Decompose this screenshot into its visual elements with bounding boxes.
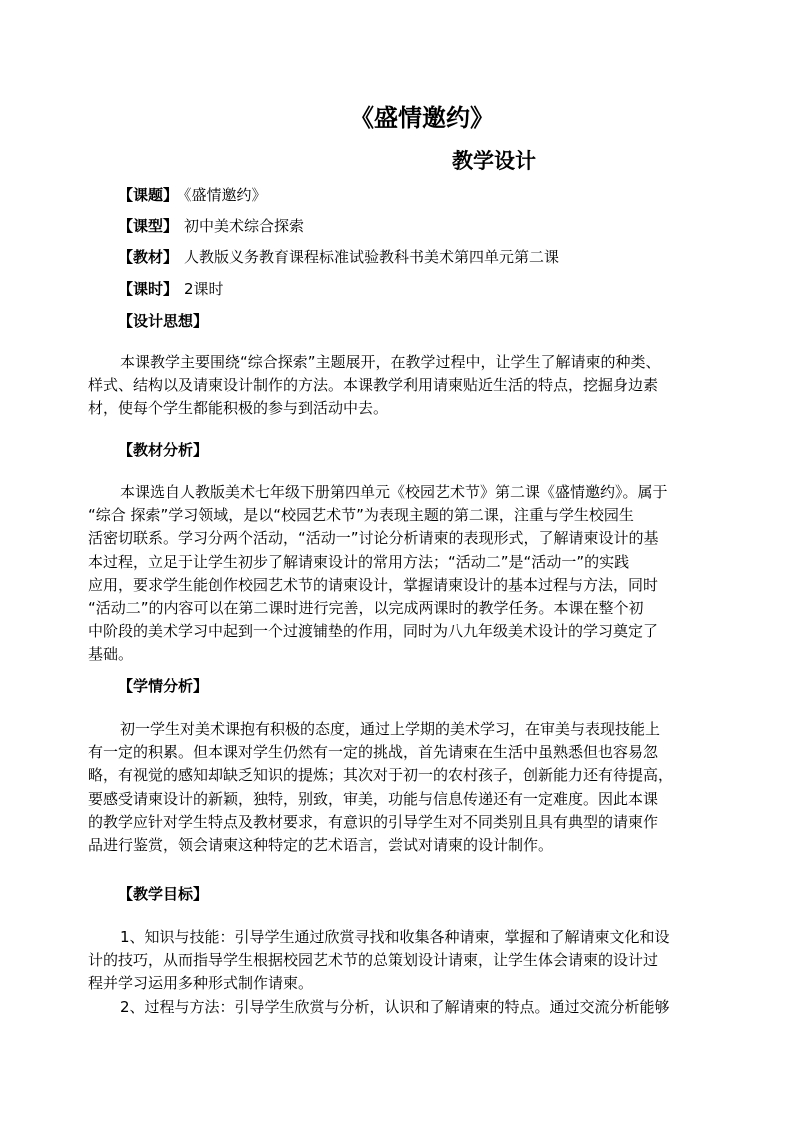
document-subtitle: 教学设计: [452, 148, 536, 173]
meta-lesson-type-label: 【课型】: [118, 217, 179, 235]
paragraph-line: 略，有视觉的感知却缺乏知识的提炼；其次对于初一的农村孩子，创新能力还有待提高，: [88, 766, 674, 785]
meta-periods-value: 2课时: [184, 280, 224, 298]
document-title: 《盛情邀约》: [350, 103, 494, 132]
paragraph-line: 程并学习运用多种形式制作请柬。: [88, 974, 314, 993]
meta-textbook-label: 【教材】: [118, 248, 179, 266]
heading-design-thinking: 【设计思想】: [118, 312, 209, 330]
paragraph-line: 本课选自人教版美术七年级下册第四单元《校园艺术节》第二课《盛情邀约》。属于: [120, 483, 668, 501]
paragraph-line: 2、过程与方法：引导学生欣赏与分析，认识和了解请柬的特点。通过交流分析能够: [120, 997, 670, 1016]
paragraph-line: 本课教学主要围绕“综合探索”主题展开，在教学过程中，让学生了解请柬的种类、: [120, 353, 661, 371]
paragraph-teaching-goals: [88, 926, 712, 1019]
paragraph-design-thinking: [88, 351, 712, 421]
paragraph-line: 有一定的积累。但本课对学生仍然有一定的挑战，首先请柬在生活中虽熟悉但也容易忽: [88, 743, 659, 762]
paragraph-line: 活密切联系。学习分两个活动，“活动一”讨论分析请柬的表现形式，了解请柬设计的基: [88, 529, 659, 548]
meta-periods-label: 【课时】: [118, 280, 179, 298]
paragraph-student-analysis: [88, 718, 712, 857]
meta-periods: [118, 279, 224, 299]
meta-lesson-type-value: 初中美术综合探索: [184, 217, 305, 235]
paragraph-line: “活动二”的内容可以在第二课时进行完善，以完成两课时的教学任务。本课在整个初: [88, 599, 644, 618]
paragraph-line: 本过程，立足于让学生初步了解请柬设计的常用方法；“活动二”是“活动一”的实践: [88, 552, 630, 571]
paragraph-line: “综合 探索”学习领域，是以“校园艺术节”为表现主题的第二课，注重与学生校园生: [88, 506, 634, 525]
meta-textbook: [118, 247, 559, 267]
paragraph-line: 应用，要求学生能创作校园艺术节的请柬设计，掌握请柬设计的基本过程与方法，同时: [88, 575, 659, 594]
heading-teaching-goals: 【教学目标】: [118, 885, 209, 903]
paragraph-line: 初一学生对美术课抱有积极的态度，通过上学期的美术学习，在审美与表现技能上: [120, 720, 661, 738]
meta-topic-value: 《盛情邀约》: [184, 186, 267, 204]
paragraph-line: 材，使每个学生都能积极的参与到活动中去。: [88, 399, 389, 418]
meta-topic: [118, 185, 267, 205]
paragraph-line: 中阶段的美术学习中起到一个过渡铺垫的作用，同时为八九年级美术设计的学习奠定了: [88, 622, 659, 641]
heading-material-analysis: 【教材分析】: [118, 441, 209, 459]
paragraph-line: 的教学应针对学生特点及教材要求，有意识的引导学生对不同类别且具有典型的请柬作: [88, 812, 659, 831]
paragraph-line: 基础。: [88, 645, 134, 664]
paragraph-line: 计的技巧，从而指导学生根据校园艺术节的总策划设计请柬，让学生体会请柬的设计过: [88, 951, 659, 970]
heading-student-analysis: 【学情分析】: [118, 677, 209, 695]
paragraph-material-analysis: [88, 481, 712, 667]
meta-topic-label: 【课题】: [118, 186, 179, 204]
meta-lesson-type: [118, 216, 304, 236]
paragraph-line: 要感受请柬设计的新颖，独特，别致，审美，功能与信息传递还有一定难度。因此本课: [88, 789, 659, 808]
meta-textbook-value: 人教版义务教育课程标准试验教科书美术第四单元第二课: [184, 248, 560, 266]
paragraph-line: 样式、结构以及请柬设计制作的方法。本课教学利用请柬贴近生活的特点，挖掘身边素: [88, 376, 659, 395]
paragraph-line: 品进行鉴赏，领会请柬这种特定的艺术语言，尝试对请柬的设计制作。: [88, 836, 554, 855]
paragraph-line: 1、知识与技能：引导学生通过欣赏寻找和收集各种请柬，掌握和了解请柬文化和设: [120, 928, 670, 946]
